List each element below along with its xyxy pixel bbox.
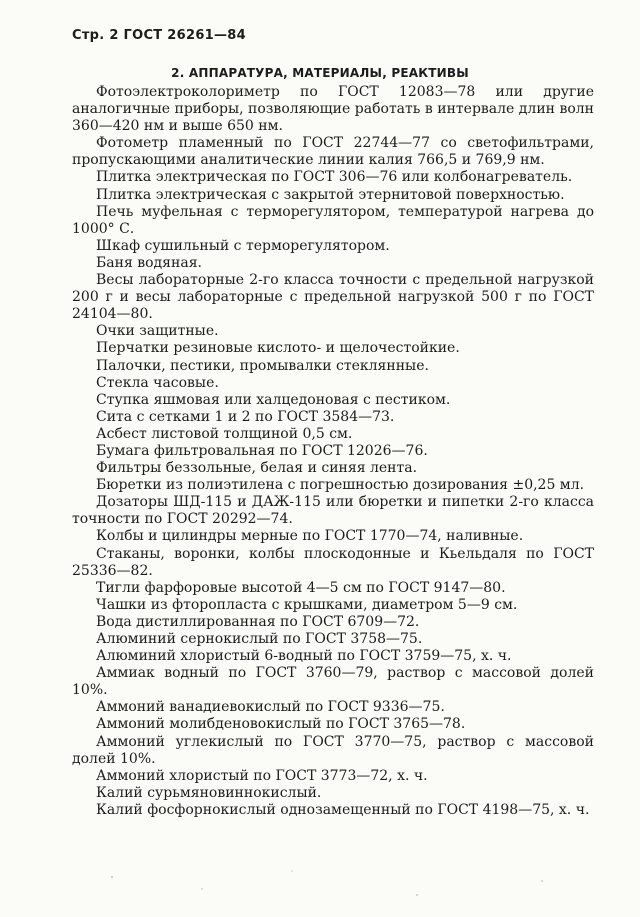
paragraph: Тигли фарфоровые высотой 4—5 см по ГОСТ 9147—80. [96, 579, 506, 596]
paragraph: Чашки из фторопласта с крышками, диаметром 5—9 см. [96, 596, 518, 613]
paragraph: Стекла часовые. [96, 374, 219, 391]
paragraph: Дозаторы ШД-115 и ДАЖ-115 или бюретки и пипетки 2-го класса точности по ГОСТ 20292—74. [72, 494, 594, 528]
document-body [72, 84, 594, 819]
scan-noise [72, 859, 594, 909]
paragraph: Весы лабораторные 2-го класса точности с предельной нагрузкой 200 г и весы лабораторные с предельной нагрузкой 500 г по ГОСТ 24104—80. [72, 272, 594, 323]
paragraph: Калий сурьмяновиннокислый. [96, 784, 322, 801]
paragraph: Перчатки резиновые кислото- и щелочестойкие. [96, 340, 460, 357]
paragraph: Фотометр пламенный по ГОСТ 22744—77 со светофильтрами, пропускающими аналитические линии калия 766,5 и 769,9 нм. [72, 135, 594, 169]
paragraph: Аммоний хлористый по ГОСТ 3773—72, х. ч. [96, 767, 428, 784]
paragraph: Шкаф сушильный с терморегулятором. [96, 237, 390, 254]
paragraph: Палочки, пестики, промывалки стеклянные. [96, 357, 429, 374]
page-header: Стр. 2 ГОСТ 26261—84 [72, 28, 247, 43]
paragraph: Ступка яшмовая или халцедоновая с пестиком. [96, 391, 451, 408]
paragraph: Алюминий хлористый 6-водный по ГОСТ 3759—75, х. ч. [96, 648, 512, 665]
paragraph: Аммиак водный по ГОСТ 3760—79, раствор с массовой долей 10%. [72, 665, 594, 699]
paragraph: Вода дистиллированная по ГОСТ 6709—72. [96, 613, 420, 630]
paragraph: Аммоний углекислый по ГОСТ 3770—75, раствор с массовой долей 10%. [72, 733, 594, 767]
paragraph: Аммоний ванадиевокислый по ГОСТ 9336—75. [96, 699, 445, 716]
paragraph: Асбест листовой толщиной 0,5 см. [96, 425, 353, 442]
paragraph: Фильтры беззольные, белая и синяя лента. [96, 460, 418, 477]
paragraph: Бумага фильтровальная по ГОСТ 12026—76. [96, 442, 428, 459]
paragraph: Печь муфельная с терморегулятором, температурой нагрева до 1000° С. [72, 203, 594, 237]
paragraph: Бюретки из полиэтилена с погрешностью дозирования ±0,25 мл. [96, 477, 585, 494]
paragraph: Аммоний молибденовокислый по ГОСТ 3765—78. [96, 716, 466, 733]
paragraph: Стаканы, воронки, колбы плоскодонные и Кьельдаля по ГОСТ 25336—82. [72, 545, 594, 579]
paragraph: Калий фосфорнокислый однозамещенный по ГОСТ 4198—75, х. ч. [96, 801, 590, 818]
paragraph: Алюминий сернокислый по ГОСТ 3758—75. [96, 631, 423, 647]
section-title: 2. АППАРАТУРА, МАТЕРИАЛЫ, РЕАКТИВЫ [171, 66, 469, 80]
paragraph: Фотоэлектроколориметр по ГОСТ 12083—78 или другие аналогичные приборы, позволяющие работать в интервале длин волн 360—420 нм и выше 650 нм. [72, 84, 594, 135]
paragraph: Плитка электрическая с закрытой этернитовой поверхностью. [96, 186, 565, 203]
paragraph: Плитка электрическая по ГОСТ 306—76 или колбонагреватель. [96, 169, 573, 186]
paragraph: Колбы и цилиндры мерные по ГОСТ 1770—74, наливные. [96, 528, 524, 545]
paragraph: Очки защитные. [96, 323, 219, 340]
paragraph: Баня водяная. [96, 254, 202, 271]
paragraph: Сита с сетками 1 и 2 по ГОСТ 3584—73. [96, 408, 395, 425]
